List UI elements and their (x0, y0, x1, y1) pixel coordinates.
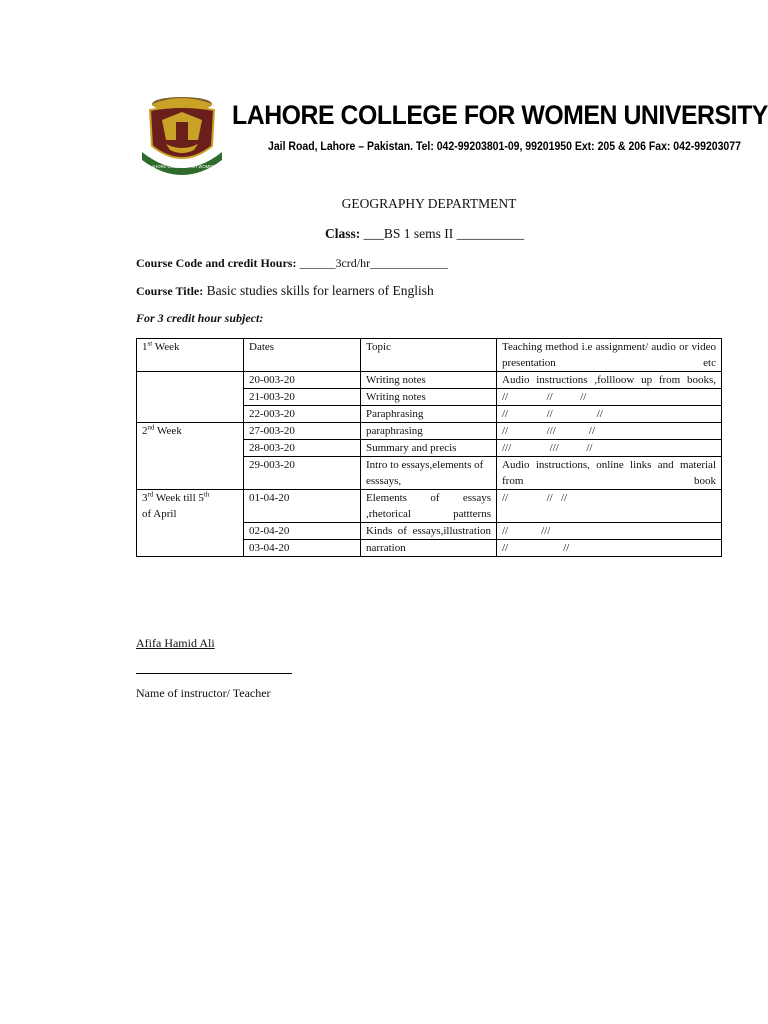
method-cell: Audio instructions ,follloow up from books, (497, 372, 722, 389)
topic-cell: Writing notes (361, 389, 497, 406)
method-cell: // // // (497, 406, 722, 423)
table-row (137, 490, 722, 523)
date-cell: 20-003-20 (244, 372, 361, 389)
method-cell: // /// // (497, 423, 722, 440)
instructor-name: Afifa Hamid Ali (136, 636, 215, 650)
week-cell-2: 2nd Week (137, 423, 244, 490)
topic-cell: narration (361, 540, 497, 557)
course-code-line (136, 256, 448, 271)
topic-cell: Paraphrasing (361, 406, 497, 423)
date-cell: 28-003-20 (244, 440, 361, 457)
method-cell: // // // (497, 389, 722, 406)
method-cell: // /// (497, 523, 722, 540)
week-cell-1 (137, 372, 244, 423)
method-cell: // // (497, 540, 722, 557)
topic-cell: Kinds of essays,illustration (361, 523, 497, 540)
instructor-caption: Name of instructor/ Teacher (136, 686, 271, 700)
date-cell: 27-003-20 (244, 423, 361, 440)
topic-cell: Intro to essays,elements of esssays, (361, 457, 497, 490)
logo-ribbon-text: LAHORE COLLEGE FOR WOMEN (149, 164, 215, 169)
university-logo (136, 94, 228, 184)
class-value: ___BS 1 sems II __________ (363, 226, 525, 241)
topic-cell: Summary and precis (361, 440, 497, 457)
date-cell: 01-04-20 (244, 490, 361, 523)
schedule-table (136, 338, 722, 557)
class-line (325, 226, 524, 242)
date-cell: 22-003-20 (244, 406, 361, 423)
class-label: Class: (325, 226, 361, 241)
course-code-value: ______3crd/hr_____________ (296, 256, 449, 270)
table-row (137, 423, 722, 440)
department-title: GEOGRAPHY DEPARTMENT (341, 196, 517, 211)
header-dates: Dates (244, 339, 361, 372)
week-cell-3: 3rd Week till 5th of April (137, 490, 244, 557)
topic-cell: Writing notes (361, 372, 497, 389)
header-method: Teaching method i.e assignment/ audio or video presentation etc (497, 339, 722, 372)
course-code-label: Course Code and credit Hours: (136, 256, 297, 270)
header-topic: Topic (361, 339, 497, 372)
header-week: 1st Week (137, 339, 244, 372)
topic-cell: Elements of essays ,rhetorical pattterns (361, 490, 497, 523)
course-title-line (136, 283, 434, 299)
date-cell: 02-04-20 (244, 523, 361, 540)
table-header-row (137, 339, 722, 372)
method-cell: Audio instructions, online links and material from book (497, 457, 722, 490)
topic-cell: paraphrasing (361, 423, 497, 440)
date-cell: 29-003-20 (244, 457, 361, 490)
signature-line (136, 673, 292, 674)
method-cell: /// /// // (497, 440, 722, 457)
table-row (137, 372, 722, 389)
method-cell: // // // (497, 490, 722, 523)
university-address: Jail Road, Lahore – Pakistan. Tel: 042-99203801-09, 99201950 Ext: 205 & 206 Fax: 042-99203077 (268, 139, 741, 153)
date-cell: 21-003-20 (244, 389, 361, 406)
course-title-label: Course Title: (136, 284, 204, 298)
credit-hour-subheading: For 3 credit hour subject: (136, 311, 264, 325)
course-title-value: Basic studies skills for learners of English (203, 283, 434, 298)
date-cell: 03-04-20 (244, 540, 361, 557)
university-name: LAHORE COLLEGE FOR WOMEN UNIVERSITY (232, 100, 768, 130)
